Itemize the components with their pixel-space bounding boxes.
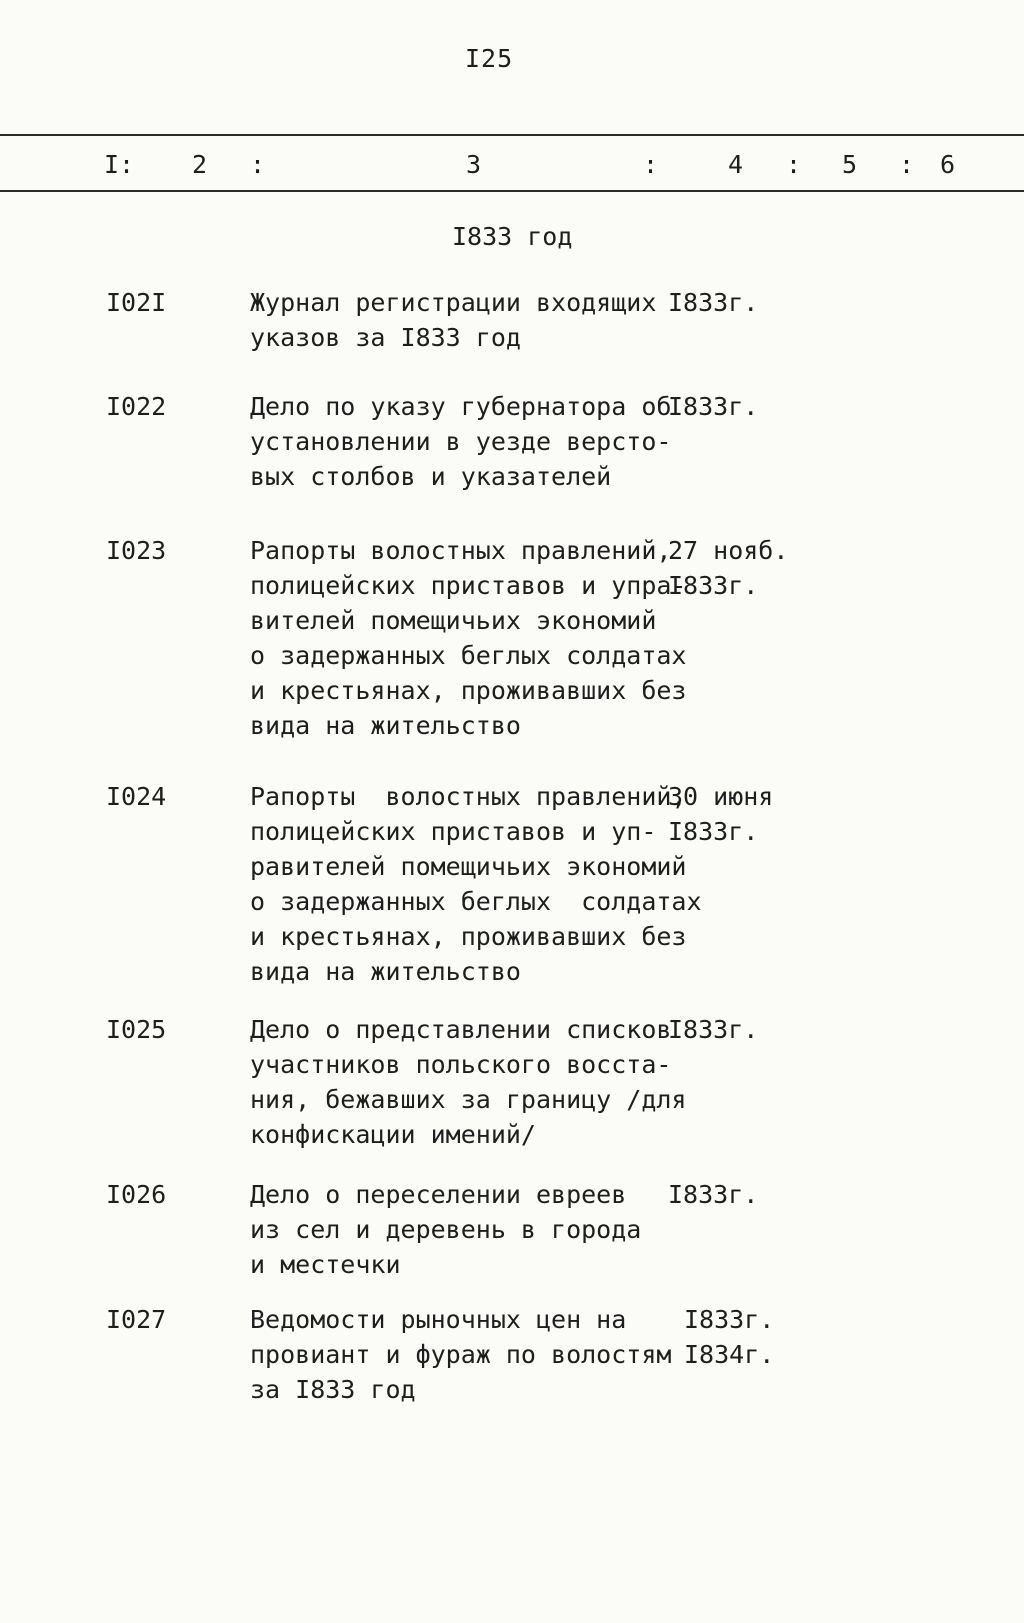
entry-title-line: Рапорты волостных правлений, — [250, 536, 672, 565]
entry-title-line: Рапорты волостных правлений, — [250, 782, 687, 811]
entry-title-line: полицейских приставов и уп- — [250, 817, 657, 846]
entry-dates — [668, 288, 758, 323]
entry-number: I022 — [106, 392, 167, 421]
entry-date: I833г. — [668, 1015, 759, 1044]
entry-date: I833г. — [668, 288, 759, 317]
entry-title — [250, 1180, 641, 1285]
entry-dates — [668, 536, 788, 606]
top-rule — [0, 134, 1024, 136]
entry-title-line: за I833 год — [250, 1375, 416, 1404]
entry-dates — [668, 1180, 758, 1215]
entry-title — [250, 1305, 671, 1410]
entry-title — [250, 288, 656, 358]
entry-title-line: и крестьянах, проживавших без — [250, 922, 687, 951]
entry-dates — [668, 782, 773, 852]
entry-title-line: указов за I833 год — [250, 323, 521, 352]
entry-number: I027 — [106, 1305, 167, 1334]
entry-number: I025 — [106, 1015, 167, 1044]
entry-title-line: вых столбов и указателей — [250, 462, 612, 491]
year-heading: I833 год — [452, 222, 573, 251]
column-separator: : — [643, 150, 659, 179]
entry-title-line: о задержанных беглых солдатах — [250, 641, 687, 670]
entry-date: I833г. — [684, 1305, 775, 1334]
entry-number: I024 — [106, 782, 167, 811]
entry-date: I833г. — [668, 1180, 759, 1209]
column-separator: : — [899, 150, 915, 179]
entry-title — [250, 782, 702, 992]
entry-title-line: из сел и деревень в города — [250, 1215, 642, 1244]
entry-title-line: ния, бежавших за границу /для — [250, 1085, 687, 1114]
entry-date: 30 июня — [668, 782, 774, 811]
entry-title-line: равителей помещичьих экономий — [250, 852, 687, 881]
entry-number: I02I — [106, 288, 167, 317]
entry-title-line: и местечки — [250, 1250, 401, 1279]
entry-number: I023 — [106, 536, 167, 565]
entry-date: I833г. — [668, 392, 759, 421]
entry-title — [250, 1015, 687, 1155]
entry-title — [250, 392, 671, 497]
entry-number: I026 — [106, 1180, 167, 1209]
column-header-1: I: — [104, 150, 135, 179]
entry-title-line: Журнал регистрации входящих — [250, 288, 657, 317]
entry-date: I833г. — [668, 571, 759, 600]
entry-date: I833г. — [668, 817, 759, 846]
entry-title-line: Дело о переселении евреев — [250, 1180, 627, 1209]
entry-title-line: Дело о представлении списков — [250, 1015, 672, 1044]
column-header-2: 2 — [192, 150, 208, 179]
entry-title-line: вида на жительство — [250, 711, 521, 740]
entry-dates — [668, 1015, 758, 1050]
entry-title-line: участников польского восста- — [250, 1050, 672, 1079]
entry-dates — [684, 1305, 774, 1375]
column-header-6: 6 — [940, 150, 956, 179]
bottom-rule — [0, 190, 1024, 192]
column-separator: : — [786, 150, 802, 179]
column-header-4: 4 — [728, 150, 744, 179]
entry-title-line: о задержанных беглых солдатах — [250, 887, 702, 916]
entry-title-line: Ведомости рыночных цен на — [250, 1305, 627, 1334]
entry-title-line: провиант и фураж по волостям — [250, 1340, 672, 1369]
column-separator: : — [250, 150, 266, 179]
entry-date: 27 нояб. — [668, 536, 789, 565]
column-header-5: 5 — [842, 150, 858, 179]
column-header-3: 3 — [466, 150, 482, 179]
entry-title-line: и крестьянах, проживавших без — [250, 676, 687, 705]
entry-title-line: вителей помещичьих экономий — [250, 606, 657, 635]
entry-title — [250, 536, 687, 746]
page-number: I25 — [465, 44, 514, 73]
entry-title-line: вида на жительство — [250, 957, 521, 986]
entry-title-line: конфискации имений/ — [250, 1120, 536, 1149]
entry-title-line: установлении в уезде версто- — [250, 427, 672, 456]
entry-date: I834г. — [684, 1340, 775, 1369]
entry-dates — [668, 392, 758, 427]
entry-title-line: полицейских приставов и упра- — [250, 571, 687, 600]
entry-title-line: Дело по указу губернатора об — [250, 392, 672, 421]
